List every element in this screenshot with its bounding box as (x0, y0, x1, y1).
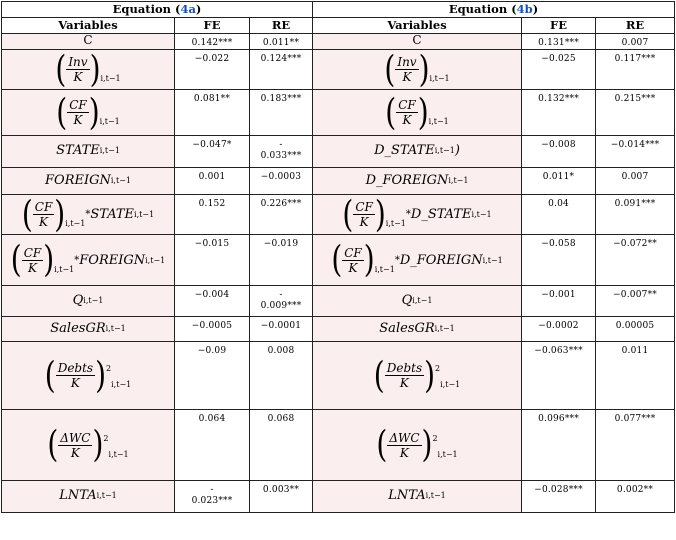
exponent: 2 (106, 364, 112, 373)
variable-subscript: i,t−1 (412, 295, 433, 305)
right-paren: ) (95, 353, 107, 397)
fraction-denominator: K (70, 445, 80, 460)
variable-expression (72, 292, 104, 308)
fraction-denominator: K (399, 376, 409, 390)
variable-cell (313, 317, 522, 342)
fe-coefficient-cell (522, 410, 596, 481)
table-body (2, 34, 675, 513)
fraction-numerator: Inv (68, 55, 88, 69)
variable-name: STATE (90, 207, 135, 222)
variable-name: C (83, 33, 93, 47)
fraction-subscript: i,t−1 (100, 74, 121, 83)
coefficient-value: 0.011 (621, 346, 649, 356)
variable-name: FOREIGN (79, 252, 146, 268)
multiply-operator: * (405, 209, 411, 220)
variable-cell (2, 342, 175, 410)
variable-expression (45, 172, 131, 188)
right-paren: ) (43, 237, 55, 281)
coefficient-value: 0.04 (548, 199, 569, 209)
variable-expression (376, 422, 458, 466)
fraction (67, 98, 89, 127)
exponent: 2 (432, 433, 438, 443)
sign-mark: - (279, 290, 283, 300)
coefficient-value: 0.226*** (260, 199, 302, 209)
variable-expression (385, 90, 449, 134)
variables-header-b: Variables (313, 18, 522, 34)
variable-cell (313, 136, 522, 168)
re-coefficient-cell (250, 50, 313, 90)
variable-name: LNTA (59, 488, 97, 503)
variable-cell (2, 168, 175, 195)
re-coefficient-cell (250, 317, 313, 342)
coefficient-value: 0.011** (262, 38, 300, 48)
fraction (395, 55, 418, 84)
variable-subscript: i,t−1 (96, 491, 117, 500)
fe-coefficient-cell (175, 34, 250, 50)
re-coefficient-cell (250, 136, 313, 168)
fe-coefficient-cell (175, 235, 250, 286)
fe-coefficient-cell (175, 410, 250, 481)
re-coefficient-cell (596, 168, 675, 195)
re-coefficient-cell (596, 50, 675, 90)
right-paren: ) (374, 194, 386, 235)
equation-4a-link[interactable]: 4a (180, 2, 196, 16)
right-paren: ) (54, 194, 66, 235)
coefficient-value: 0.117*** (614, 54, 656, 64)
table-row (2, 481, 675, 513)
variable-subscript: i,t−1 (434, 146, 455, 155)
variable-name: Q (401, 292, 413, 308)
variable-cell (2, 317, 175, 342)
table-row (2, 342, 675, 410)
left-paren: ( (376, 422, 388, 466)
left-paren: ( (373, 353, 385, 397)
right-paren: ) (92, 422, 104, 466)
variable-expression (379, 320, 455, 336)
variable-cell (2, 286, 175, 317)
variable-cell (313, 195, 522, 235)
variable-cell (313, 481, 522, 513)
fraction-denominator: K (399, 445, 409, 460)
coefficient-value: 0.003** (262, 485, 300, 495)
right-paren: ) (421, 422, 433, 466)
re-coefficient-cell (596, 235, 675, 286)
fraction-subscript: i,t−1 (111, 380, 132, 389)
exponent: 2 (103, 433, 109, 443)
re-coefficient-cell (596, 286, 675, 317)
fe-coefficient-cell (175, 168, 250, 195)
variable-subscript: i,t−1 (425, 491, 446, 500)
fe-coefficient-cell (522, 235, 596, 286)
fraction-numerator: Inv (397, 55, 417, 69)
coefficient-value: −0.022 (194, 54, 230, 64)
fraction-denominator: K (73, 70, 83, 84)
fe-coefficient-cell (522, 342, 596, 410)
variables-header-a: Variables (2, 18, 175, 34)
table-row (2, 286, 675, 317)
fraction-denominator: K (70, 376, 80, 390)
variable-cell (313, 342, 522, 410)
variable-cell (313, 34, 522, 50)
variable-cell (313, 286, 522, 317)
left-paren: ( (56, 90, 68, 134)
fe-header-b: FE (522, 18, 596, 34)
coefficient-value: 0.009*** (260, 301, 302, 311)
variable-subscript: i,t−1 (482, 255, 503, 265)
right-paren: ) (363, 237, 375, 281)
left-paren: ( (44, 353, 56, 397)
fraction-subscript: i,t−1 (440, 380, 461, 389)
fe-coefficient-cell (175, 317, 250, 342)
re-coefficient-cell (596, 317, 675, 342)
coefficient-value: −0.019 (263, 239, 299, 249)
variable-cell (2, 481, 175, 513)
variable-cell (313, 50, 522, 90)
coefficient-value: 0.142*** (191, 38, 233, 48)
variable-cell (2, 410, 175, 481)
coefficient-value: 0.081** (193, 94, 231, 104)
fraction-denominator: K (359, 215, 369, 229)
re-coefficient-cell (250, 410, 313, 481)
coefficient-value: 0.064 (198, 414, 226, 424)
left-paren: ( (10, 237, 22, 281)
variable-subscript: i,t−1 (145, 255, 166, 265)
re-coefficient-cell (250, 195, 313, 235)
coefficient-value: 0.124*** (260, 54, 302, 64)
re-coefficient-cell (596, 90, 675, 136)
fraction-subscript: i,t−1 (99, 117, 120, 126)
variable-cell (2, 136, 175, 168)
coefficient-value: −0.028*** (534, 485, 583, 495)
left-paren: ( (55, 49, 67, 90)
equation-4b-header: Equation (4b) (313, 2, 675, 18)
fe-coefficient-cell (522, 34, 596, 50)
coefficient-value: −0.0001 (260, 321, 302, 331)
variable-expression (388, 490, 445, 501)
variable-name: SalesGR (379, 320, 435, 336)
variable-expression (21, 194, 155, 235)
coefficient-value: −0.058 (541, 239, 576, 249)
coefficient-value: −0.09 (197, 346, 227, 356)
fe-coefficient-cell (175, 342, 250, 410)
variable-cell (2, 235, 175, 286)
fe-coefficient-cell (175, 286, 250, 317)
fe-coefficient-cell (175, 50, 250, 90)
coefficient-value: 0.068 (267, 414, 295, 424)
right-paren: ) (418, 49, 430, 90)
variable-cell (313, 235, 522, 286)
variable-name: D_FOREIGN (399, 252, 483, 268)
fe-coefficient-cell (522, 481, 596, 513)
coefficient-value: 0.183*** (260, 94, 302, 104)
fraction-subscript: i,t−1 (65, 219, 86, 228)
fe-coefficient-cell (175, 195, 250, 235)
fraction-numerator: CF (344, 245, 362, 260)
variable-subscript: i,t−1 (99, 146, 120, 155)
fe-coefficient-cell (522, 317, 596, 342)
table-row (2, 410, 675, 481)
regression-table (1, 1, 675, 513)
right-paren: ) (417, 90, 429, 134)
re-coefficient-cell (596, 136, 675, 168)
right-paren: ) (88, 90, 100, 134)
variable-cell (2, 195, 175, 235)
fraction-subscript: i,t−1 (108, 449, 129, 459)
variable-expression (401, 292, 433, 308)
coefficient-value: 0.131*** (538, 38, 579, 48)
coefficient-value: −0.008 (541, 140, 576, 150)
variable-subscript: i,t−1 (110, 175, 131, 185)
fraction-denominator: K (27, 260, 37, 275)
fe-coefficient-cell (522, 136, 596, 168)
coefficient-value: 0.096*** (538, 414, 579, 424)
fraction (387, 431, 421, 460)
fraction-numerator: CF (398, 98, 416, 112)
coefficient-value: −0.007** (613, 290, 657, 300)
variable-expression (47, 422, 129, 466)
fraction (66, 55, 89, 84)
fraction-numerator: Debts (57, 361, 94, 375)
variable-subscript: i,t−1 (134, 210, 155, 219)
variable-expression (374, 145, 460, 156)
sign-mark: - (279, 140, 283, 150)
fraction-numerator: CF (69, 98, 87, 112)
coefficient-value: 0.132*** (538, 94, 579, 104)
fraction (58, 431, 92, 460)
coefficient-value: 0.033*** (260, 151, 302, 161)
variable-subscript: i,t−1 (83, 295, 104, 305)
coefficient-value: −0.0005 (191, 321, 233, 331)
coefficient-value: 0.007 (621, 172, 649, 182)
variable-name: D_STATE (374, 143, 435, 158)
table-row (2, 235, 675, 286)
coefficient-value: −0.025 (541, 54, 576, 64)
fe-coefficient-cell (522, 286, 596, 317)
fraction (385, 361, 424, 390)
re-coefficient-cell (250, 168, 313, 195)
table-row (2, 136, 675, 168)
variable-cell (2, 90, 175, 136)
variable-expression (384, 49, 450, 90)
coefficient-value: −0.014*** (610, 140, 660, 150)
variable-name: SalesGR (50, 320, 106, 336)
equation-4b-link[interactable]: 4b (516, 2, 533, 16)
variable-name: D_FOREIGN (365, 172, 449, 188)
left-paren: ( (384, 49, 396, 90)
variable-name: STATE (56, 143, 100, 158)
fraction-denominator: K (73, 113, 83, 127)
left-paren: ( (21, 194, 33, 235)
re-coefficient-cell (596, 34, 675, 50)
variable-subscript: i,t−1 (471, 210, 492, 219)
coefficient-value: 0.002** (616, 485, 654, 495)
fraction-numerator: ΔWC (389, 430, 420, 445)
fe-coefficient-cell (522, 50, 596, 90)
coefficient-value: −0.0003 (260, 172, 302, 182)
coefficient-value: −0.072** (613, 239, 657, 249)
variable-expression (373, 353, 461, 397)
exponent: 2 (435, 364, 441, 373)
coefficient-value: −0.0002 (538, 321, 579, 331)
left-paren: ( (342, 194, 354, 235)
coefficient-value: 0.011* (542, 172, 575, 182)
variable-expression (342, 194, 492, 235)
fraction (33, 200, 55, 229)
equation-4a-header: Equation (4a) (2, 2, 313, 18)
coefficient-value: 0.00005 (615, 321, 655, 331)
coefficient-value: −0.001 (541, 290, 576, 300)
re-coefficient-cell (596, 342, 675, 410)
fraction-denominator: K (402, 113, 412, 127)
fe-header-a: FE (175, 18, 250, 34)
re-coefficient-cell (250, 286, 313, 317)
variable-subscript: i,t−1 (434, 323, 455, 333)
left-paren: ( (331, 237, 343, 281)
table-row (2, 317, 675, 342)
variable-expression (59, 490, 116, 501)
fraction (396, 98, 418, 127)
variable-name: FOREIGN (45, 172, 111, 188)
coefficient-value: −0.063*** (534, 346, 583, 356)
variable-name: LNTA (388, 488, 426, 503)
re-coefficient-cell (250, 90, 313, 136)
coefficient-value: 0.077*** (614, 414, 656, 424)
variable-expression (56, 145, 120, 156)
variable-expression (50, 320, 126, 336)
variable-name: C (412, 33, 422, 47)
re-coefficient-cell (596, 481, 675, 513)
fraction (353, 200, 375, 229)
variable-expression (83, 35, 92, 46)
table-row (2, 90, 675, 136)
re-coefficient-cell (250, 235, 313, 286)
coefficient-value: 0.091*** (614, 199, 656, 209)
variable-cell (313, 168, 522, 195)
fe-coefficient-cell (522, 195, 596, 235)
fraction (342, 246, 364, 275)
coefficient-value: −0.015 (194, 239, 230, 249)
coefficient-value: 0.023*** (191, 496, 233, 506)
variable-name: D_STATE (410, 207, 472, 222)
fraction-numerator: ΔWC (60, 430, 91, 445)
fraction-numerator: CF (34, 200, 53, 214)
variable-expression (412, 35, 421, 46)
table-row (2, 195, 675, 235)
variable-expression (44, 353, 132, 397)
coefficient-value: 0.215*** (614, 94, 656, 104)
fraction-numerator: CF (355, 200, 373, 214)
closing-paren: ) (454, 143, 460, 158)
multiply-operator: * (74, 254, 80, 266)
fraction-denominator: K (402, 70, 412, 84)
sign-mark: - (210, 485, 214, 495)
coefficient-value: 0.007 (621, 38, 649, 48)
fe-coefficient-cell (175, 90, 250, 136)
right-paren: ) (89, 49, 101, 90)
left-paren: ( (385, 90, 397, 134)
fraction-numerator: Debts (386, 361, 423, 375)
fraction-subscript: i,t−1 (428, 117, 449, 126)
multiply-operator: * (394, 254, 400, 266)
fe-coefficient-cell (175, 481, 250, 513)
fraction-subscript: i,t−1 (374, 264, 395, 274)
re-coefficient-cell (596, 195, 675, 235)
right-paren: ) (424, 353, 436, 397)
variable-cell (313, 410, 522, 481)
coefficient-value: 0.001 (198, 172, 226, 182)
re-header-a: RE (250, 18, 313, 34)
variable-expression (331, 237, 503, 281)
fraction-subscript: i,t−1 (54, 264, 75, 274)
variable-cell (2, 34, 175, 50)
variable-expression (56, 90, 120, 134)
left-paren: ( (47, 422, 59, 466)
coefficient-value: −0.047* (192, 140, 232, 150)
table-row (2, 168, 675, 195)
fe-coefficient-cell (175, 136, 250, 168)
variable-subscript: i,t−1 (448, 175, 469, 185)
table-row (2, 34, 675, 50)
coefficient-value: 0.152 (198, 199, 226, 209)
coefficient-value: −0.004 (194, 290, 230, 300)
fe-coefficient-cell (522, 168, 596, 195)
variable-cell (2, 50, 175, 90)
re-header-b: RE (596, 18, 675, 34)
fraction-subscript: i,t−1 (429, 74, 450, 83)
fraction (22, 246, 44, 275)
re-coefficient-cell (250, 481, 313, 513)
variable-expression (365, 172, 469, 188)
fraction-subscript: i,t−1 (437, 449, 458, 459)
coefficient-value: 0.008 (267, 346, 295, 356)
fraction-denominator: K (348, 260, 358, 275)
table-row (2, 50, 675, 90)
fraction-numerator: CF (23, 245, 42, 260)
re-coefficient-cell (250, 34, 313, 50)
variable-name: Q (72, 292, 84, 308)
multiply-operator: * (85, 209, 91, 220)
variable-subscript: i,t−1 (105, 323, 126, 333)
variable-cell (313, 90, 522, 136)
variable-expression (10, 237, 166, 281)
variable-expression (55, 49, 121, 90)
fraction-subscript: i,t−1 (385, 219, 406, 228)
fraction-denominator: K (39, 215, 48, 229)
re-coefficient-cell (250, 342, 313, 410)
fraction (56, 361, 95, 390)
fe-coefficient-cell (522, 90, 596, 136)
re-coefficient-cell (596, 410, 675, 481)
